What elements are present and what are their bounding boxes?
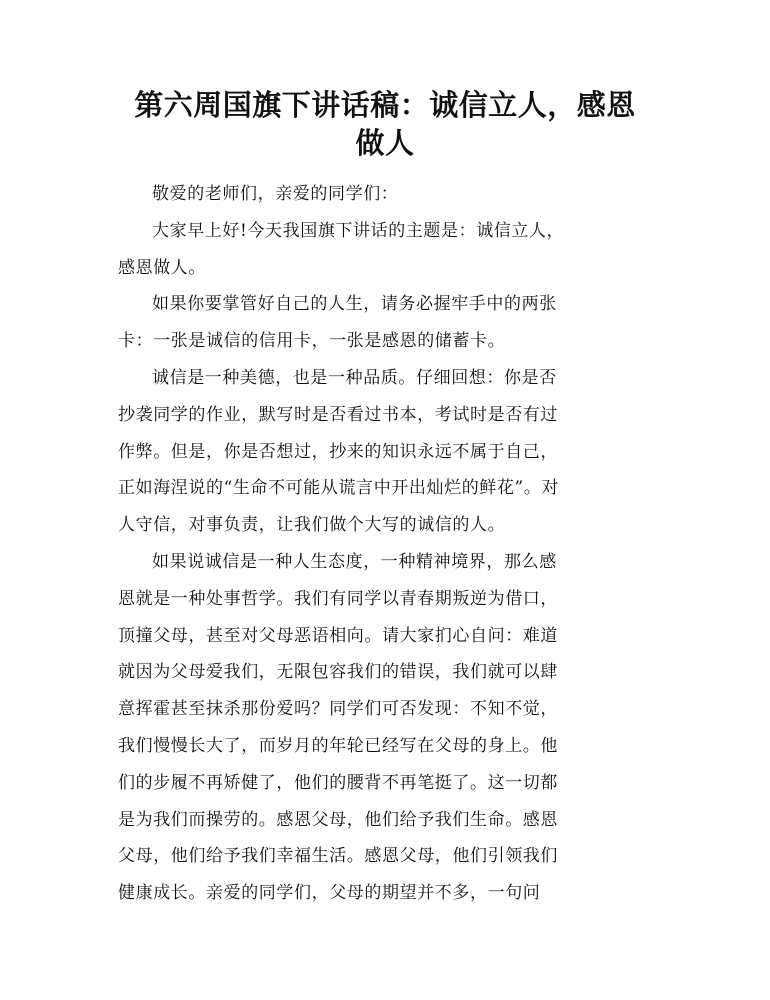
text-line: 们的步履不再矫健了，他们的腰背不再笔挺了。这一切都 bbox=[118, 772, 558, 793]
text-line: 意挥霍甚至抹杀那份爱吗？同学们可否发现：不知不觉， bbox=[118, 699, 558, 720]
text-line: 敬爱的老师们，亲爱的同学们： bbox=[152, 184, 399, 204]
text-line: 恩就是一种处事哲学。我们有同学以青春期叛逆为借口， bbox=[118, 588, 558, 609]
text-line: 如果你要掌管好自己的人生，请务必握牢手中的两张 bbox=[152, 294, 557, 315]
text-line: 大家早上好!今天我国旗下讲话的主题是：诚信立人， bbox=[152, 220, 565, 241]
text-line: 我们慢慢长大了，而岁月的年轮已经写在父母的身上。他 bbox=[118, 735, 558, 756]
document-title bbox=[110, 86, 660, 162]
text-line: 作弊。但是，你是否想过，抄来的知识永远不属于自己， bbox=[118, 441, 558, 462]
text-line: 如果说诚信是一种人生态度，一种精神境界，那么感 bbox=[152, 551, 557, 572]
paragraph-greeting bbox=[118, 176, 642, 213]
text-line: 正如海涅说的“生命不可能从谎言中开出灿烂的鲜花”。对 bbox=[118, 478, 559, 499]
text-line: 抄袭同学的作业，默写时是否看过书本，考试时是否有过 bbox=[118, 404, 558, 425]
text-line: 顶撞父母，甚至对父母恶语相向。请大家扪心自问：难道 bbox=[118, 625, 558, 646]
paragraph-topic bbox=[118, 213, 642, 287]
title-line-1: 第六周国旗下讲话稿：诚信立人，感恩 bbox=[134, 88, 636, 122]
text-line: 诚信是一种美德，也是一种品质。仔细回想：你是否 bbox=[152, 367, 557, 388]
text-line: 卡：一张是诚信的信用卡，一张是感恩的储蓄卡。 bbox=[118, 331, 506, 352]
document-body bbox=[118, 176, 642, 912]
text-line: 是为我们而操劳的。感恩父母，他们给予我们生命。感恩 bbox=[118, 809, 558, 830]
text-line: 健康成长。亲爱的同学们，父母的期望并不多，一句问 bbox=[118, 883, 541, 904]
paragraph-gratitude bbox=[118, 544, 642, 912]
paragraph-honesty bbox=[118, 360, 642, 544]
text-line: 人守信，对事负责，让我们做个大写的诚信的人。 bbox=[118, 515, 506, 536]
title-line-2: 做人 bbox=[355, 126, 415, 160]
text-line: 父母，他们给予我们幸福生活。感恩父母，他们引领我们 bbox=[118, 846, 558, 867]
text-line: 感恩做人。 bbox=[118, 257, 206, 278]
text-line: 就因为父母爱我们，无限包容我们的错误，我们就可以肆 bbox=[118, 662, 558, 683]
paragraph-two-cards bbox=[118, 286, 642, 360]
